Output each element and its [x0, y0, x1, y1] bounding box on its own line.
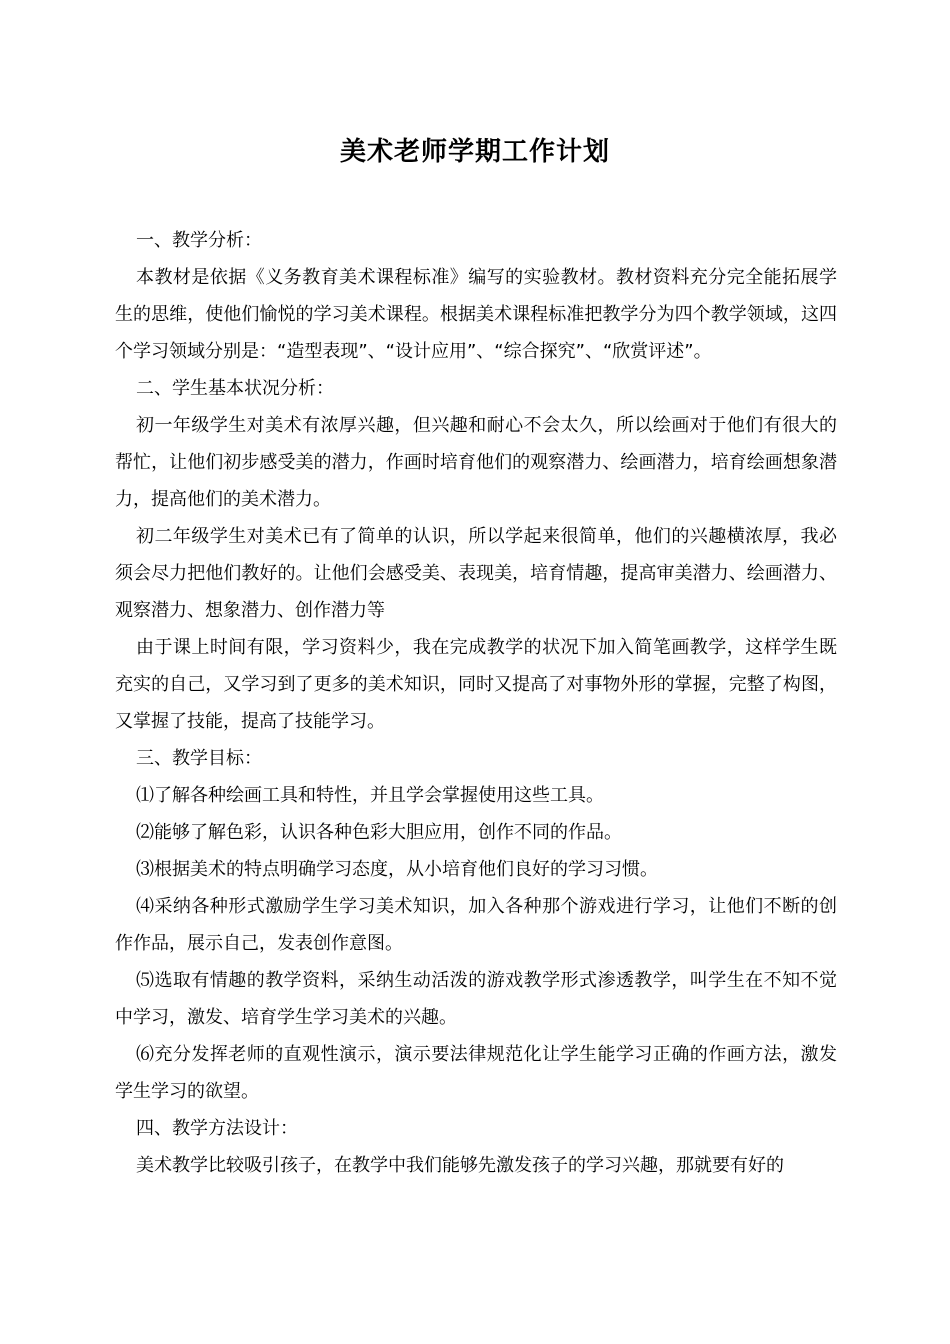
paragraph-grade-one: 初一年级学生对美术有浓厚兴趣，但兴趣和耐心不会太久，所以绘画对于他们有很大的帮忙，让他们初步感受美的潜力，作画时培育他们的观察潜力、绘画潜力，培育绘画想象潜力，提高他们的美术潜力。: [115, 415, 837, 510]
section-heading-teaching-methods: 四、教学方法设计：: [136, 1118, 298, 1139]
goal-item-6: ⑹充分发挥老师的直观性演示，演示要法律规范化让学生能学习正确的作画方法，激发学生学习的欲望。: [115, 1044, 837, 1102]
goal-item-2: ⑵能够了解色彩，认识各种色彩大胆应用，创作不同的作品。: [136, 822, 622, 843]
goal-item-1: ⑴了解各种绘画工具和特性，并且学会掌握使用这些工具。: [136, 785, 604, 806]
paragraph-methods: 美术教学比较吸引孩子，在教学中我们能够先激发孩子的学习兴趣，那就要有好的: [136, 1155, 784, 1176]
goal-item-5: ⑸选取有情趣的教学资料，采纳生动活泼的游戏教学形式渗透教学，叫学生在不知不觉中学习，激发、培育学生学习美术的兴趣。: [115, 970, 837, 1028]
page-title: 美术老师学期工作计划: [339, 137, 610, 167]
document-body: [115, 222, 837, 1184]
section-heading-student-analysis: 二、学生基本状况分析：: [136, 378, 334, 399]
paragraph-class-time: 由于课上时间有限，学习资料少，我在完成教学的状况下加入简笔画教学，这样学生既充实的自己，又学习到了更多的美术知识，同时又提高了对事物外形的掌握，完整了构图，又掌握了技能，提高了技能学习。: [115, 637, 837, 732]
paragraph-textbook: 本教材是依据《义务教育美术课程标准》编写的实验教材。教材资料充分完全能拓展学生的思维，使他们愉悦的学习美术课程。根据美术课程标准把教学分为四个教学领域，这四个学习领域分别是：“造型表现”、“设计应用”、“综合探究”、“欣赏评述”。: [115, 267, 837, 362]
section-heading-teaching-analysis: 一、教学分析：: [136, 230, 262, 251]
section-heading-teaching-goals: 三、教学目标：: [136, 748, 262, 769]
paragraph-grade-two: 初二年级学生对美术已有了简单的认识，所以学起来很简单，他们的兴趣横浓厚，我必须会尽力把他们教好的。让他们会感受美、表现美，培育情趣，提高审美潜力、绘画潜力、观察潜力、想象潜力、创作潜力等: [115, 526, 837, 621]
goal-item-4: ⑷采纳各种形式激励学生学习美术知识，加入各种那个游戏进行学习，让他们不断的创作作品，展示自己，发表创作意图。: [115, 896, 837, 954]
goal-item-3: ⑶根据美术的特点明确学习态度，从小培育他们良好的学习习惯。: [136, 859, 658, 880]
